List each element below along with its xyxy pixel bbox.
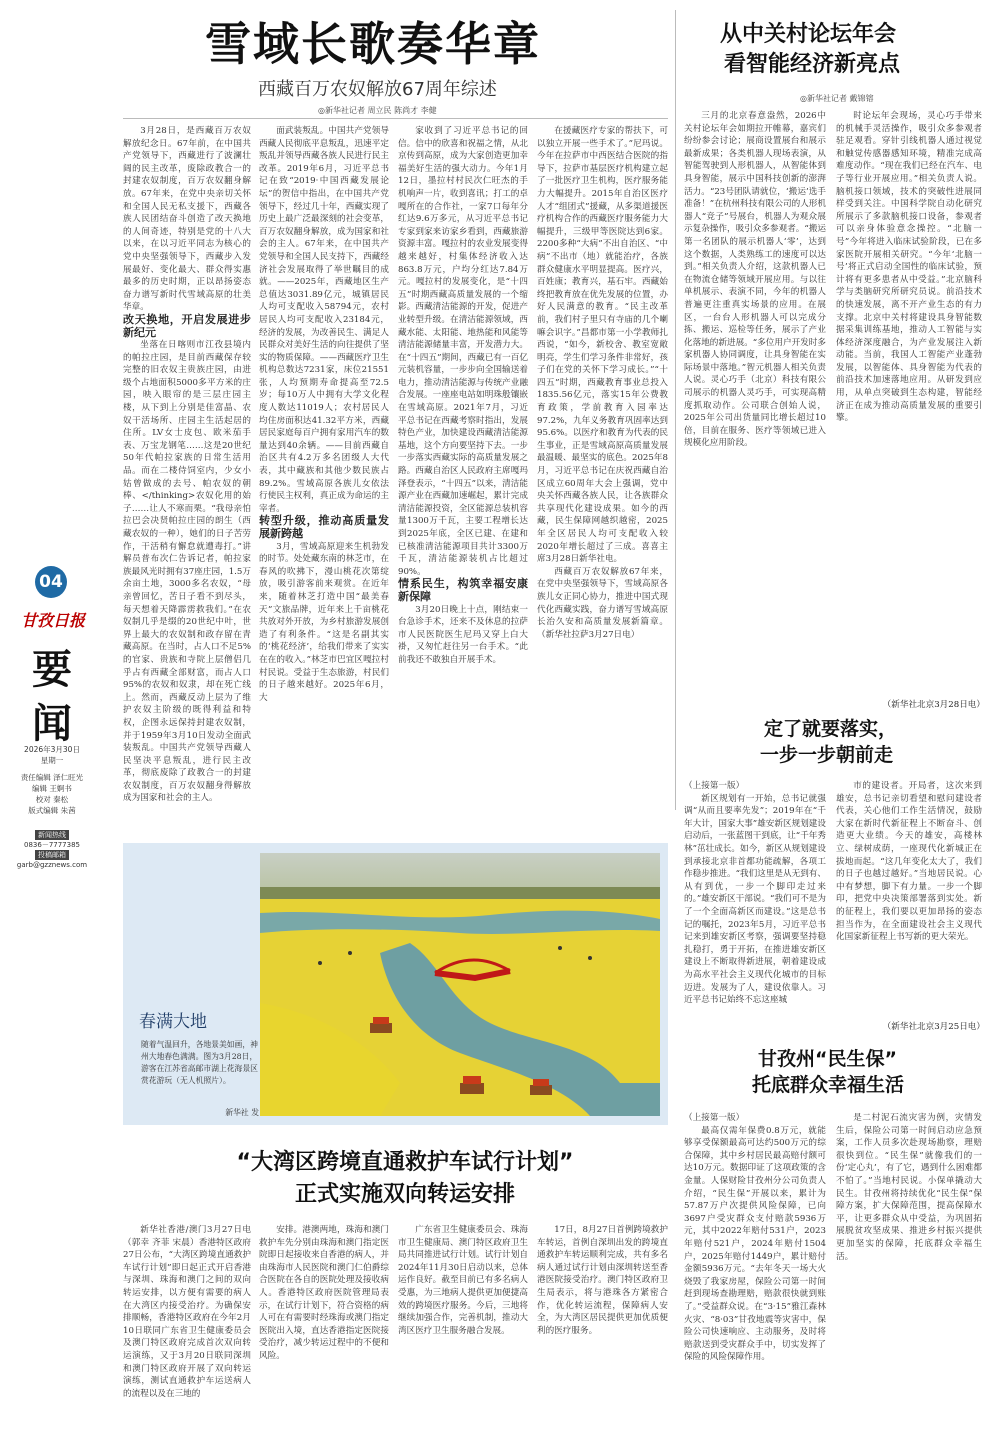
article4-title-line2: 托底群众幸福生活: [752, 1074, 905, 1096]
contact-email[interactable]: garb@gzznews.com: [16, 861, 88, 869]
article1-column-1: [123, 125, 251, 821]
article5-para-2: 安排。港澳两地，珠海和澳门救护车先分别由珠海和澳门指定医院即日起接收来自香港的病人，并由珠海市人民医院和澳门仁伯爵综合医院在各自的医院处理及接收病人。香港特区政府医院管理局表示，在试行计划下，符合资格的病人可在有需要时经珠海或澳门指定医院出入境，直达香港指定医院接受治疗，减少转运过程中的不便和风险。: [259, 1225, 389, 1361]
article1-subhead-3: 情系民生，构筑幸福安康新保障: [398, 577, 528, 603]
article5-para-4: 17日，8月27日首例跨境救护车转运，首例自深圳出发的跨境直通救护车转运顺利完成，共有多名病人通过试行计划由深圳转送至香港医院接受治疗。澳门特区政府卫生局表示，将与港珠各方紧密合作，优化转运流程，保障病人安全，为大湾区居民提供更加优质便利的医疗服务。: [537, 1225, 668, 1336]
article3-dateline: （新华社北京3月25日电）: [882, 1022, 985, 1032]
photo-caption-text: 随着气温回升，各地景美如画，神州大地春色满满。图为3月28日，游客在江苏省高邮市湖上花海景区赏花游玩（无人机照片）。: [141, 1040, 258, 1085]
issue-date: 2026年3月30日: [24, 745, 80, 754]
article4-para-1: 最高仅需年保费0.8万元，就能够享受保额最高可达约500万元的综合保障，其中乡村居民最高赔付额可达10万元。数据印证了这项政策的含金量。人保财险甘孜州分公司负责人介绍，“民生保”开展以来，累计为57.87万户次提供风险保障，已向3697户受灾群众支付赔款5936万元，其中2022年赔付531户，2023年赔付521户，2024年赔付1504户，2025年赔付1449户，累计赔付金额5936万元。“去年冬天一场大火烧毁了我家房屋，保险公司第一时间赶到现场查勘理赔，赔款很快就到账了。”受益群众说。在“3·15”雅江森林火灾、“8·03”甘孜地震等灾害中，保险公司快速响应、主动服务，及时将赔款送到受灾群众手中，切实发挥了保险的风险保障作用。: [684, 1125, 826, 1363]
article3-para-2: 市的建设者。开局者，这次来到雄安，总书记亲切看望和慰问建设者代表，关心他们工作生活情况，鼓励大家在新时代新征程上不断奋斗、创造更大业绩。今天的雄安，高楼林立、绿树成荫，一座现代化新城正在拔地而起。“这几年变化太大了，我们的日子也越过越好。”当地居民说。心中有梦想，脚下有力量。一步一个脚印，把党中央决策部署落到实处。新的征程上，我们要以更加昂扬的姿态担当作为，在全面建设社会主义现代化国家新征程上书写新的更大荣光。: [836, 781, 982, 943]
editor-credit: 责任编辑 泽仁旺光: [20, 773, 84, 782]
column-divider: [675, 10, 676, 810]
article4-title-line1: 甘孜州“民生保”: [758, 1048, 897, 1070]
article3-column-1: [684, 780, 826, 1030]
article1-para-7: 在援藏医疗专家的帮扶下，可以独立开展一些手术了。”尼玛说。今年在拉萨市中西医结合医院的指导下，拉萨市基层医疗机构建立起了一批医疗卫生机构，医疗服务能力大幅提升。2015年自治区医疗人才“组团式”援藏，从多渠道援医疗机构合作的西藏医疗服务能力大幅提升，三级甲等医院达到6家。2200多种“大病”不出自治区、“中病”不出市（地）就能治疗，各族群众健康水平明显提高。医疗兴，百姓康；教育兴，基石牢。西藏始终把教育放在优先发展的位置，办好人民满意的教育。“民主改革前，我们村子里只有寺庙的几个喇嘛会识字。”昌都市第一小学教师扎西说，“如今，新校舍、教室宽敞明亮，学生们学习条件非常好，孩子们在党的关怀下学习成长。”“十四五”时期，西藏教育事业总投入1835.56亿元，落实15年公费教育政策，学前教育入园率达97.2%，九年义务教育巩固率达到95.6%。以医疗和教育为代表的民生事业，正是雪域高原高质量发展最温暖、最坚实的底色。2025年8月，习近平总书记在庆祝西藏自治区成立60周年大会上强调，党中央关怀西藏各族人民，让各族群众共享现代化建设成果。如今的西藏，民生保障网越织越密，2025年全区居民人均可支配收入较2020年增长超过了三成。喜喜主席3月28日新华社电。: [537, 126, 668, 565]
article1-column-4: [537, 125, 668, 821]
article1-subhead-2: 转型升级，推动高质量发展新跨越: [259, 514, 389, 540]
article5-column-1: [123, 1224, 251, 1429]
article4-column-1: [684, 1112, 826, 1432]
hotline-phone: 0836－7777385: [24, 841, 80, 849]
article5-para-1: 新华社香港/澳门3月27日电（郭幸 齐菲 宋晨）香港特区政府27日公布，“大湾区跨境直通救护车试行计划”即日起正式开启香港与深圳、珠海和澳门之间的双向转运安排，以方便有需要的病人在大湾区内接受治疗。为确保安排顺畅，香港特区政府在今年2月10日联同广东省卫生健康委员会及澳门特区政府完成首次双向转运演练，又于3月20日联同深圳和澳门特区政府开展了双向转运演练，测试直通救护车运送病人的流程以及在三地的: [123, 1225, 251, 1399]
layout-editor-credit: 编辑 王婀书: [32, 784, 72, 793]
article4-para-2: 是二村泥石流灾害为例，灾情发生后，保险公司第一时间启动应急预案，工作人员多次赴现场勘察，理赔很快到位。“民生保”就像我们的一份‘定心丸’，有了它，遇到什么困难都不怕了。”当地村民说。小保单撬动大民生。甘孜州将持续优化“民生保”保障方案，扩大保障范围，提高保障水平，让更多群众从中受益，为巩固拓展脱贫攻坚成果、推进乡村振兴提供更加坚实的保障，托底群众幸福生活。: [836, 1113, 982, 1262]
article1-column-3: [398, 125, 528, 821]
article2-title-line2: 看智能经济新亮点: [724, 52, 901, 77]
proofreader-credit: 校对 秦松: [35, 795, 69, 804]
article1-para-8: 西藏百万农奴解放67年来，在党中央坚强领导下，雪域高原各族儿女正同心协力，推进中国式现代化西藏实践，奋力谱写雪域高原长治久安和高质量发展新篇章。（新华社拉萨3月27日电）: [537, 566, 668, 640]
article3-lead-in: （上接第一版）: [684, 781, 745, 791]
section-title-1: 要: [32, 646, 72, 693]
photo-block: [123, 843, 668, 1125]
article1-para-3: 面武装叛乱。中国共产党领导西藏人民彻底平息叛乱，迅速平定叛乱并领导西藏各族人民进行民主改革。2019年6月，习近平总书记在致“2019·中国西藏发展论坛”的贺信中指出，在中国共产党领导下，经过几十年，西藏实现了历史上最广泛最深刻的社会变革，百万农奴翻身解放，成为国家和社会的主人。67年来，在中国共产党领导和全国人民支持下，西藏经济社会发展取得了举世瞩目的成就。——2025年，西藏地区生产总值达3031.89亿元，城镇居民人均可支配收入58794元，农村居民人均可支配收入23184元，经济的发展，为改善民生、满足人民群众对美好生活的向往提供了坚实的物质保障。——西藏医疗卫生机构总数达7231家，床位21551张，人均预期寿命提高至72.5岁；每10万人中拥有大学文化程度人数达11019人；农村居民人均住房面积达41.32平方米，西藏居民家庭每百户拥有家用汽车的数量达到40余辆。——目前西藏自治区共有4.2万多名团级人大代表，其中藏族和其他少数民族占89.2%。雪域高原各族儿女依法行使民主权利，真正成为命运的主宰者。: [259, 126, 389, 514]
article5-title-line1: “大湾区跨境直通救护车试行计划”: [236, 1150, 574, 1175]
article3-column-2: [836, 780, 982, 1015]
article2-para-2: 时论坛年会现场，灵心巧手带来的机械手灵活操作，吸引众多参观者驻足观看。穿针引线机器人通过视觉和触觉传感器感知环境，精准完成高难度动作。“现在我们已经在汽车、电子等行业开展应用。”相关负责人说。脑机接口领域，技术的突破性进展同样受到关注。中国科学院自动化研究所展示了多款脑机接口设备，参观者可以亲身体验意念操控。“北脑一号”今年将进入临床试验阶段，已在多家医院开展相关研究。“今年‘北脑一号’将正式启动全国性的临床试验，预计将有更多患者从中受益。”北京脑科学与类脑研究所研究员说。前沿技术的快速发展，离不开产业生态的有力支撑。北京中关村将建设具身智能数据采集训练基地，推动人工智能与实体经济深度融合，为产业发展注入新动能。当前，我国人工智能产业蓬勃发展，以智能体、具身智能为代表的前沿技术加速落地应用。从研发到应用，从单点突破到生态构建，智能经济正在成为推动高质量发展的重要引擎。: [836, 111, 982, 424]
article3-title-line1: 定了就要落实，: [764, 718, 898, 740]
article4-lead-in: （上接第一版）: [684, 1113, 745, 1123]
page-number-badge: 04: [35, 566, 67, 598]
article5-column-3: [398, 1224, 528, 1429]
article4-column-2: [836, 1112, 982, 1432]
article5-para-3: 广东省卫生健康委员会、珠海市卫生健康局、澳门特区政府卫生局共同推进试行计划。试行计划自2024年11月30日启动以来，总体运作良好。截至目前已有多名病人受惠，为三地病人提供更加便捷高效的跨境医疗服务。今后，三地将继续加强合作，完善机制，推动大湾区医疗卫生服务融合发展。: [398, 1225, 528, 1336]
article1-byline: ◎新华社记者 周立民 陈尚才 李健: [318, 106, 437, 115]
article5-title-line2: 正式实施双向转运安排: [294, 1182, 515, 1207]
article3-title-line2: 一步一步朝前走: [760, 744, 894, 766]
article1-para-2: 坐落在日喀则市江孜县境内的帕拉庄园，是目前西藏保存较完整的旧农奴主贵族庄园，由进级个占地面积5000多平方米的庄园，映入眼帘的是三层庄园主楼，从下到上分别是佳富晶、农奴干活场所、庄园主生活起居的住所。LV女士皮包、欧米茄手表、万宝龙钢笔……这是20世纪50年代帕拉家族的日常生活用品。而在二楼侍饲室内，少女小姑曾做成的去号、帕农奴的朝棒、</thinking>农奴化用的始子……让人不寒而栗。“我母亲怕拉巴会决贤帕拉庄园的朗生（西藏农奴的一种），她们的日子苦劳作，干活稍有懈怠就遭毒打。”讲解员普布次仁告诉记者，帕拉家族最风光时拥有37座庄园，1.5万余亩土地，3000多名农奴，“母亲曾回忆，苦日子看不到尽头，每天想着天降霹雳救我们。”在农奴制几乎是缀的20世纪中叶，世界上最大的农奴制和政存留在青藏高原。在当时，占人口不足5%的官家、贵族和寺院上层僧侣几乎占有西藏全部财富，而占人口95%的农奴和奴隶，却在死亡线上。然而，西藏反动上层为了维护农奴主阶级的既得利益和特权，企图永远保持封建农奴制，并于1959年3月10日发动全面武装叛乱。中国共产党领导西藏人民坚决平息叛乱，进行民主改革，彻底废除了政教合一的封建农奴制度，百万农奴翻身得解放成为国家和社会的主人。: [123, 340, 251, 804]
email-label: 投稿邮箱: [35, 850, 69, 860]
hotline-label: 新闻热线: [35, 830, 69, 840]
photo-caption-title: 春满大地: [139, 1012, 207, 1032]
article2-column-2: [836, 110, 982, 685]
photo-image: [260, 853, 660, 1116]
article1-column-2: [259, 125, 389, 821]
article1-subtitle: 西藏百万农奴解放67周年综述: [258, 79, 497, 100]
article5-column-2: [259, 1224, 389, 1429]
issue-weekday: 星期一: [40, 756, 64, 765]
masthead: [0, 0, 100, 1438]
article5-column-4: [537, 1224, 668, 1429]
article2-title-line1: 从中关村论坛年会: [720, 22, 897, 47]
article1-para-4: 3月，雪域高原迎来生机勃发的时节。处处藏东南的林芝市，在春风的吹拂下，漫山桃花次第绽放，吸引游客前来观赏。在近年来，随着林芝打造中国“最美春天”文旅品牌，近年来上千亩桃花共放对外开放，为乡村旅游发展创造了有利条件。“这是名副其实的‘桃花经济’，给我们带来了实实在在的收入。”林芝市巴宜区嘎拉村村民说。受益于生态旅游，村民们的日子越来越好。2025年6月，大: [259, 541, 389, 703]
photo-credit: 新华社 发: [225, 1108, 259, 1117]
paper-name: 甘孜日报: [20, 611, 85, 630]
article1-para-1: 3月28日，是西藏百万农奴解放纪念日。67年前，在中国共产党领导下，西藏进行了波澜壮阔的民主改革，废除政教合一的封建农奴制度，百万农奴翻身解放。67年来，在党中央亲切关怀和全国人民无私支援下，西藏各族人民团结奋斗创造了改天换地的人间奇迹，特别是党的十八大以来，在以习近平同志为核心的党中央坚强领导下，西藏步入发展最好、变化最大、群众得实惠最多的历史时期，正以昂扬姿态奋力谱写新时代雪域高原的壮美华章。: [123, 126, 251, 313]
article1-top-rule: [123, 118, 668, 119]
article2-para-1: 三月的北京春意盎然，2026中关村论坛年会如期拉开帷幕，嘉宾们纷纷参会讨论；展商设置展台和展示最新成果；各类机器人现场表演，从智能驾驶到人形机器人，从智能体到具身智能，展示中国科技创新的澎湃活力。“23号团队请就位，‘搬运’选手准备！”在杭州科技有限公司的人形机器人“竞子”号展台，机器人为观众展示复杂操作，吸引众多参观者。“搬运第一名团队的展示机器人‘零’，达到这个数据，人类熟练工的速度可以达到。”相关负责人介绍，这款机器人已在物流仓储等领域开展应用。与以往单机展示、表演不同，今年的机器人普遍更注重真实场景的应用。在展区，一台台人形机器人可以完成分拣、搬运、巡检等任务，展示了产业化落地的新进展。“多位用户开发时多家机器人协同调度，让具身智能在实际场景中落地。”智元机器人相关负责人说。灵心巧手（北京）科技有限公司展示的机器人灵巧手，可实现高精度抓取动作。公司联合创始人说，2025年公司出货量同比增长超过10倍，目前在服务、医疗等领域已进入规模化应用阶段。: [684, 111, 826, 449]
article2-byline: ◎新华社记者 戴锦镕: [800, 94, 874, 103]
article2-dateline: （新华社北京3月28日电）: [882, 700, 985, 710]
article1-title: 雪域长歌奏华章: [205, 17, 541, 71]
canola-field-photo: [260, 853, 660, 1116]
article1-para-5: 家收到了习近平总书记的回信。信中的欣喜和祝福之情，从北京传到高原，成为大家创造更加幸福美好生活的强大动力。今年1月12日，墨拉村村民次仁旺杰的手机响声一片，收到喜讯；打工的卓嘎所在的合作社，一家7口每年分红达9.6万多元，从习近平总书记专家到家来访家乡看到，西藏旅游资源丰富。嘎拉村的农业发展变得越来越好，村集体经济收入达863.8万元，户均分红达7.84万元。嘎拉村的发展变化，是“十四五”时期西藏高质量发展的一个缩影。西藏清洁能源的开发，促进产业转型升级。在清洁能源领域，西藏水能、太阳能、地热能和风能等清洁能源储量丰富，开发潜力大。在“十四五”期间，西藏已有一百亿元装机容量，一步步向全国输送着电力，推动清洁能源与传统产业融合发展。一座座电站如明珠般镶嵌在雪域高原。2021年7月，习近平总书记在西藏考察时指出，发展特色产业，加快建设西藏清洁能源基地，这个方向要坚持下去。一步一步落实西藏实际的高质量发展之路。西藏自治区人民政府主席嘎玛泽登表示，“十四五”以来，清洁能源产业在西藏加速崛起，累计完成清洁能源投资，全区能源总装机容量1300万千瓦，主要工程增长达到2025年底，全区已建、在建和已核准清洁能源项目共计3300万千瓦，清洁能源装机占比超过90%。: [398, 126, 528, 577]
section-title-2: 闻: [32, 700, 72, 747]
article2-column-1: [684, 110, 826, 710]
article1-subhead-1: 改天换地，开启发展进步新纪元: [123, 312, 251, 339]
article3-para-1: 新区规划有一开始，总书记就强调“从而且要率先发”；2019年在“千年大计，国家大事”雄安新区规划建设启动后，一张蓝图干到底，让“千年秀林”茁壮成长。如今，新区从规划建设到承接北京非首都功能疏解，各项工作稳步推进。“我们这里是从无到有、从有到优，一步一个脚印走过来的。”雄安新区干部说。“我们可不是为了一个全面高新区而建设。”这是总书记的嘱托，2023年5月，习近平总书记来到雄安新区考察，强调要坚持稳扎稳打，勇于开拓，在推进雄安新区建设上不断取得新进展，朝着建设成为高水平社会主义现代化城市的目标迈进。发展为了人，建设依靠人。习近平总书记始终不忘这座城: [684, 793, 826, 1006]
director-credit: 版式编辑 朱茜: [28, 806, 76, 815]
article1-para-6: 3月20日晚上十点，刚结束一台急诊手术，还来不及休息的拉萨市人民医院医生尼玛又穿上白大褂，又匆忙赶往另一台手术。“此前我还不敢独自开展手术。: [398, 604, 528, 665]
